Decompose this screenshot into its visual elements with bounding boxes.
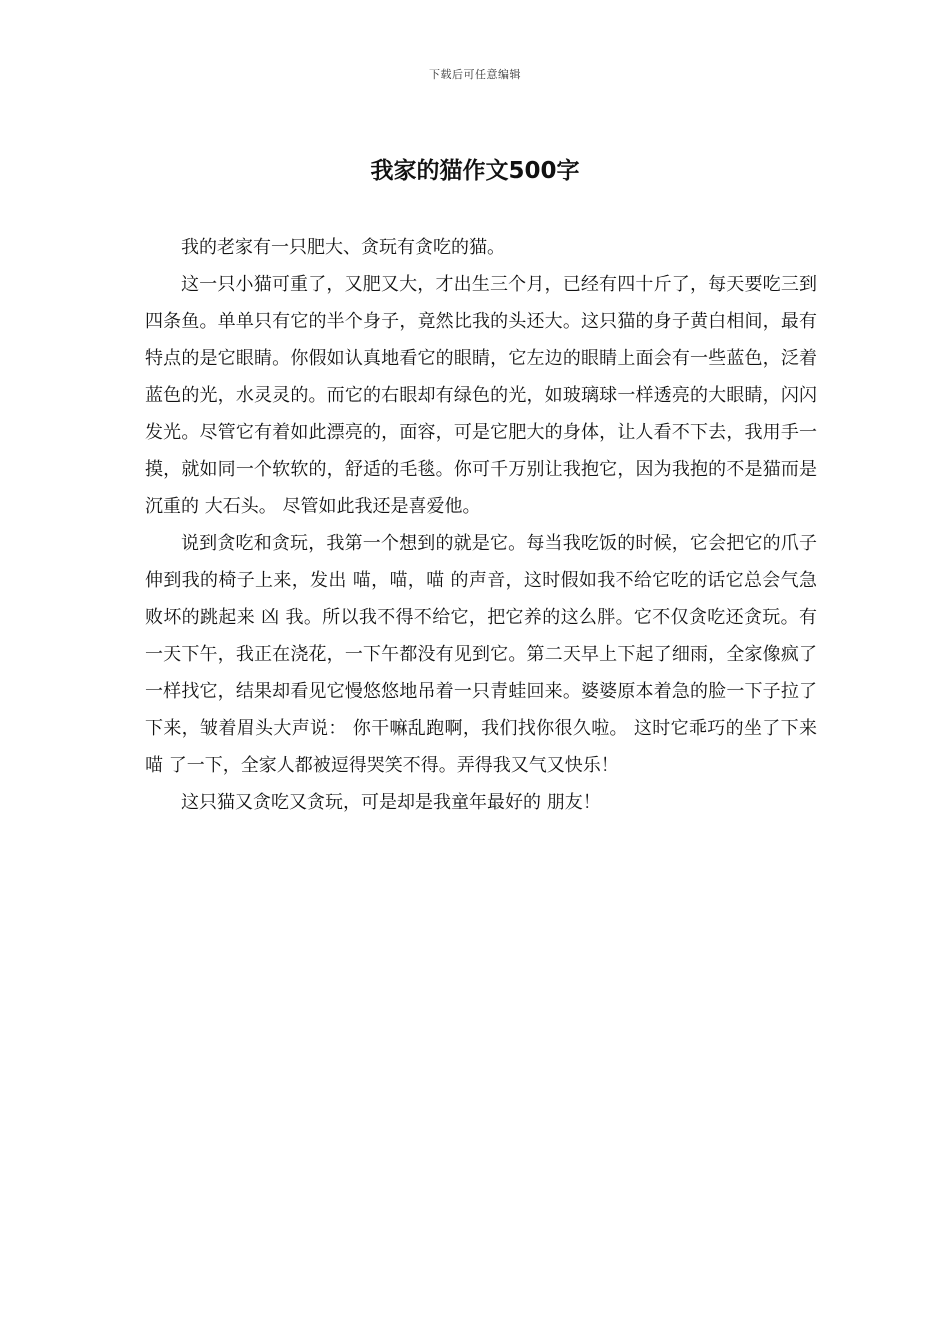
paragraph-appearance: 这一只小猫可重了，又肥又大，才出生三个月，已经有四十斤了，每天要吃三到四条鱼。单单只有它的半个身子，竟然比我的头还大。这只猫的身子黄白相间，最有特点的是它眼睛。你假如认真地看它的眼睛，它左边的眼睛上面会有一些蓝色，泛着蓝色的光，水灵灵的。而它的右眼却有绿色的光，如玻璃球一样透亮的大眼睛，闪闪发光。尽管它有着如此漂亮的，面容，可是它肥大的身体，让人看不下去，我用手一摸，就如同一个软软的，舒适的毛毯。你可千万别让我抱它，因为我抱的不是猫而是沉重的 大石头。 尽管如此我还是喜爱他。: [145, 274, 817, 517]
document-title: 我家的猫作文500字: [370, 158, 580, 184]
paragraph-intro: 我的老家有一只肥大、贪玩有贪吃的猫。: [181, 237, 505, 258]
page-header-note: 下载后可任意编辑: [429, 68, 521, 81]
paragraph-greedy-playful: 说到贪吃和贪玩，我第一个想到的就是它。每当我吃饭的时候，它会把它的爪子伸到我的椅子上来，发出 喵，喵，喵 的声音，这时假如我不给它吃的话它总会气急败坏的跳起来 凶 我。所以我不得不给它，把它养的这么胖。它不仅贪吃还贪玩。有一天下午，我正在浇花，一下午都没有见到它。第二天早上下起了细雨，全家像疯了一样找它，结果却看见它慢悠悠地吊着一只青蛙回来。婆婆原本着急的脸一下子拉了下来，皱着眉头大声说： 你干嘛乱跑啊，我们找你很久啦。 这时它乖巧的坐了下来 喵 了一下，全家人都被逗得哭笑不得。弄得我又气又快乐！: [145, 533, 817, 776]
document-body: [145, 229, 817, 821]
paragraph-conclusion: 这只猫又贪吃又贪玩，可是却是我童年最好的 朋友！: [181, 792, 601, 813]
